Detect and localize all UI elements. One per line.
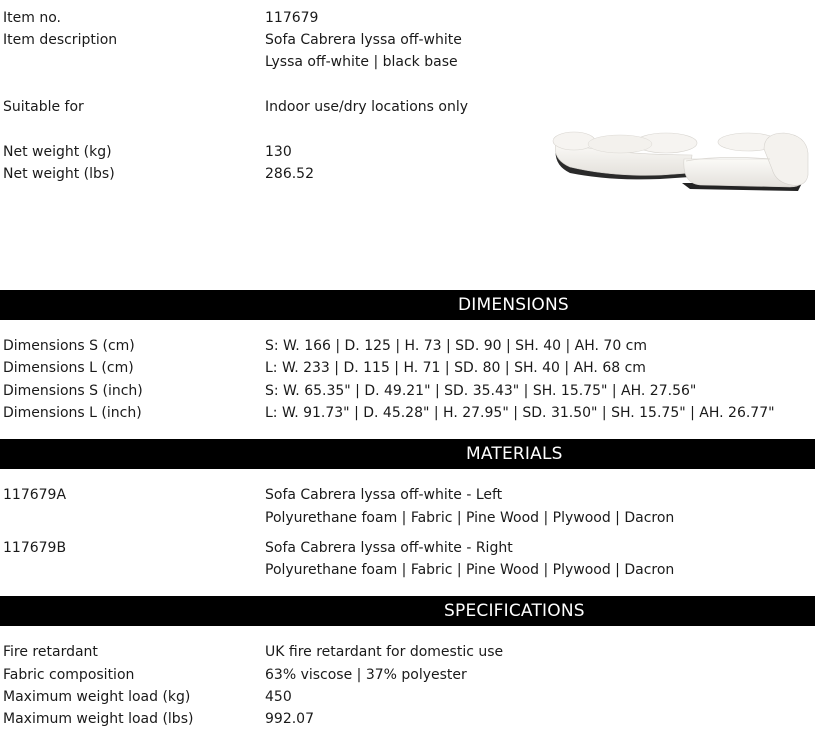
- spec-value: 992.07: [265, 711, 314, 727]
- table-row: [0, 664, 815, 686]
- item-description-row: [0, 29, 815, 51]
- dimension-label: Dimensions L (cm): [3, 360, 134, 376]
- material-code: 117679B: [3, 540, 67, 556]
- item-description-line1: Sofa Cabrera lyssa off-white: [265, 32, 462, 48]
- specifications-header: [0, 596, 815, 626]
- materials-title: MATERIALS: [466, 444, 563, 464]
- table-row: [0, 380, 815, 402]
- material-list: Polyurethane foam | Fabric | Pine Wood | Plywood | Dacron: [265, 510, 675, 526]
- dimension-value: S: W. 65.35" | D. 49.21" | SD. 35.43" | SH. 15.75" | AH. 27.56": [265, 383, 697, 399]
- spec-value: 450: [265, 689, 292, 705]
- net-weight-kg-value: 130: [265, 144, 292, 160]
- item-no-value: 117679: [265, 10, 319, 26]
- dimension-label: Dimensions L (inch): [3, 405, 142, 421]
- material-code: 117679A: [3, 487, 67, 503]
- dimension-label: Dimensions S (inch): [3, 383, 143, 399]
- suitable-for-label: Suitable for: [3, 99, 84, 115]
- material-name: Sofa Cabrera lyssa off-white - Right: [265, 540, 513, 556]
- table-row: [0, 641, 815, 663]
- item-no-row: [0, 7, 815, 29]
- table-row: [0, 708, 815, 730]
- list-item: [0, 484, 815, 506]
- list-item-detail: [0, 507, 815, 529]
- material-list: Polyurethane foam | Fabric | Pine Wood | Plywood | Dacron: [265, 562, 675, 578]
- suitable-for-row: [0, 96, 815, 118]
- net-weight-lbs-value: 286.52: [265, 166, 314, 182]
- item-no-label: Item no.: [3, 10, 61, 26]
- materials-header: [0, 439, 815, 469]
- table-row: [0, 402, 815, 424]
- dimension-value: L: W. 233 | D. 115 | H. 71 | SD. 80 | SH. 40 | AH. 68 cm: [265, 360, 646, 376]
- spec-label: Maximum weight load (kg): [3, 689, 191, 705]
- item-description-row-2: [0, 51, 815, 73]
- sofa-product-image: [550, 125, 812, 197]
- spec-label: Fabric composition: [3, 667, 135, 683]
- spec-value: 63% viscose | 37% polyester: [265, 667, 467, 683]
- table-row: [0, 357, 815, 379]
- net-weight-kg-label: Net weight (kg): [3, 144, 112, 160]
- spec-label: Fire retardant: [3, 644, 98, 660]
- material-name: Sofa Cabrera lyssa off-white - Left: [265, 487, 503, 503]
- dimensions-header: [0, 290, 815, 320]
- list-item: [0, 537, 815, 559]
- spec-value: UK fire retardant for domestic use: [265, 644, 504, 660]
- spec-label: Maximum weight load (lbs): [3, 711, 194, 727]
- suitable-for-value: Indoor use/dry locations only: [265, 99, 469, 115]
- dimensions-title: DIMENSIONS: [458, 295, 569, 315]
- list-item-detail: [0, 559, 815, 581]
- dimension-label: Dimensions S (cm): [3, 338, 135, 354]
- net-weight-lbs-label: Net weight (lbs): [3, 166, 115, 182]
- item-description-line2: Lyssa off-white | black base: [265, 54, 458, 70]
- table-row: [0, 686, 815, 708]
- dimension-value: S: W. 166 | D. 125 | H. 73 | SD. 90 | SH. 40 | AH. 70 cm: [265, 338, 648, 354]
- specifications-title: SPECIFICATIONS: [444, 601, 585, 621]
- dimension-value: L: W. 91.73" | D. 45.28" | H. 27.95" | SD. 31.50" | SH. 15.75" | AH. 26.77": [265, 405, 775, 421]
- table-row: [0, 335, 815, 357]
- item-description-label: Item description: [3, 32, 118, 48]
